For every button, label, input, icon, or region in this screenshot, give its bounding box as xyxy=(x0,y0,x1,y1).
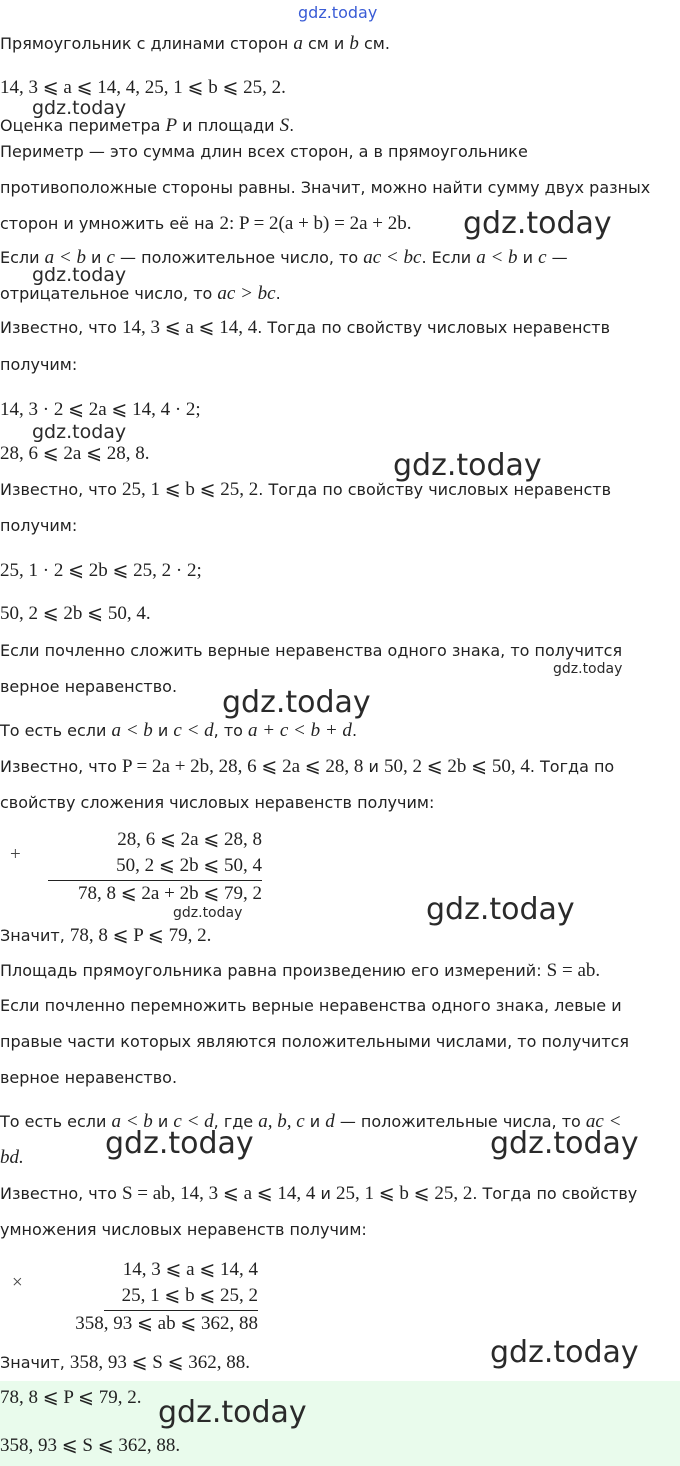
text-line-29: Известно, что S = ab, 14, 3 ⩽ a ⩽ 14, 4 и 25, 1 ⩽ b ⩽ 25, 2. Тогда по свойству xyxy=(0,1183,638,1204)
watermark: gdz.today xyxy=(463,206,612,241)
formula-line-11: 14, 3 · 2 ⩽ 2a ⩽ 14, 4 · 2; xyxy=(0,399,201,420)
text-line-4: Периметр — это сумма длин всех сторон, а в прямоугольнике xyxy=(0,142,528,161)
text-line-18: верное неравенство. xyxy=(0,677,178,696)
sum-calculation xyxy=(0,828,262,908)
text-line-14: получим: xyxy=(0,516,78,535)
watermark: gdz.today xyxy=(158,1395,307,1430)
text-line-17: Если почленно сложить верные неравенства одного знака, то получится xyxy=(0,641,623,660)
text-line-30: умножения числовых неравенств получим: xyxy=(0,1220,367,1239)
answer-line-2: 358, 93 ⩽ S ⩽ 362, 88. xyxy=(0,1435,181,1456)
text-line-1: Прямоугольник с длинами сторон a см и b см. xyxy=(0,33,390,54)
sum-separator xyxy=(48,880,262,881)
text-line-6: сторон и умножить её на 2: P = 2(a + b) = 2a + 2b. xyxy=(0,213,412,234)
watermark-top: gdz.today xyxy=(298,3,378,22)
text-line-26: верное неравенство. xyxy=(0,1068,178,1087)
text-line-9: Известно, что 14, 3 ⩽ a ⩽ 14, 4. Тогда по свойству числовых неравенств xyxy=(0,317,610,338)
formula-line-28: bd. xyxy=(0,1147,24,1168)
text-line-23: Площадь прямоугольника равна произведению его измерений: S = ab. xyxy=(0,960,601,981)
formula-line-15: 25, 1 · 2 ⩽ 2b ⩽ 25, 2 · 2; xyxy=(0,560,202,581)
text-line-13: Известно, что 25, 1 ⩽ b ⩽ 25, 2. Тогда по свойству числовых неравенств xyxy=(0,479,612,500)
text-line-22: Значит, 78, 8 ⩽ P ⩽ 79, 2. xyxy=(0,925,212,946)
product-row-3: 358, 93 ⩽ ab ⩽ 362, 88 xyxy=(75,1313,258,1334)
text-line-27: То есть если a < b и c < d, где a, b, c и d — положительные числа, то ac < xyxy=(0,1111,622,1132)
text-line-7: Если a < b и c — положительное число, то ac < bc. Если a < b и c — xyxy=(0,247,568,268)
watermark: gdz.today xyxy=(490,1335,639,1370)
product-row-2: 25, 1 ⩽ b ⩽ 25, 2 xyxy=(121,1285,258,1306)
watermark: gdz.today xyxy=(426,892,575,927)
watermark: gdz.today xyxy=(173,905,243,921)
sum-row-3: 78, 8 ⩽ 2a + 2b ⩽ 79, 2 xyxy=(78,883,262,904)
product-separator xyxy=(104,1310,258,1311)
answer-line-1: 78, 8 ⩽ P ⩽ 79, 2. xyxy=(0,1387,142,1408)
watermark: gdz.today xyxy=(32,264,127,286)
text-line-31: Значит, 358, 93 ⩽ S ⩽ 362, 88. xyxy=(0,1352,251,1373)
sum-row-2: 50, 2 ⩽ 2b ⩽ 50, 4 xyxy=(116,855,262,876)
text-line-5: противоположные стороны равны. Значит, можно найти сумму двух разных xyxy=(0,178,651,197)
watermark: gdz.today xyxy=(553,661,623,677)
text-line-21: свойству сложения числовых неравенств получим: xyxy=(0,793,435,812)
watermark: gdz.today xyxy=(105,1126,254,1161)
text-line-3: Оценка периметра P и площади S. xyxy=(0,115,295,136)
text-line-25: правые части которых являются положительными числами, то получится xyxy=(0,1032,629,1051)
text-line-24: Если почленно перемножить верные неравенства одного знака, левые и xyxy=(0,996,622,1015)
formula-line-12: 28, 6 ⩽ 2a ⩽ 28, 8. xyxy=(0,443,150,464)
text-line-8: отрицательное число, то ac > bc. xyxy=(0,283,281,304)
formula-line-2: 14, 3 ⩽ a ⩽ 14, 4, 25, 1 ⩽ b ⩽ 25, 2. xyxy=(0,77,286,98)
product-row-1: 14, 3 ⩽ a ⩽ 14, 4 xyxy=(122,1259,258,1280)
watermark: gdz.today xyxy=(32,421,127,443)
text-line-19: То есть если a < b и c < d, то a + c < b + d. xyxy=(0,720,358,741)
watermark: gdz.today xyxy=(490,1126,639,1161)
watermark: gdz.today xyxy=(32,97,127,119)
product-calculation xyxy=(0,1258,258,1338)
watermark: gdz.today xyxy=(222,685,371,720)
text-line-10: получим: xyxy=(0,355,78,374)
plus-operator: + xyxy=(10,844,21,865)
watermark: gdz.today xyxy=(393,448,542,483)
formula-line-16: 50, 2 ⩽ 2b ⩽ 50, 4. xyxy=(0,603,151,624)
times-operator: × xyxy=(12,1272,23,1293)
text-line-20: Известно, что P = 2a + 2b, 28, 6 ⩽ 2a ⩽ 28, 8 и 50, 2 ⩽ 2b ⩽ 50, 4. Тогда по xyxy=(0,756,615,777)
sum-row-1: 28, 6 ⩽ 2a ⩽ 28, 8 xyxy=(117,829,262,850)
